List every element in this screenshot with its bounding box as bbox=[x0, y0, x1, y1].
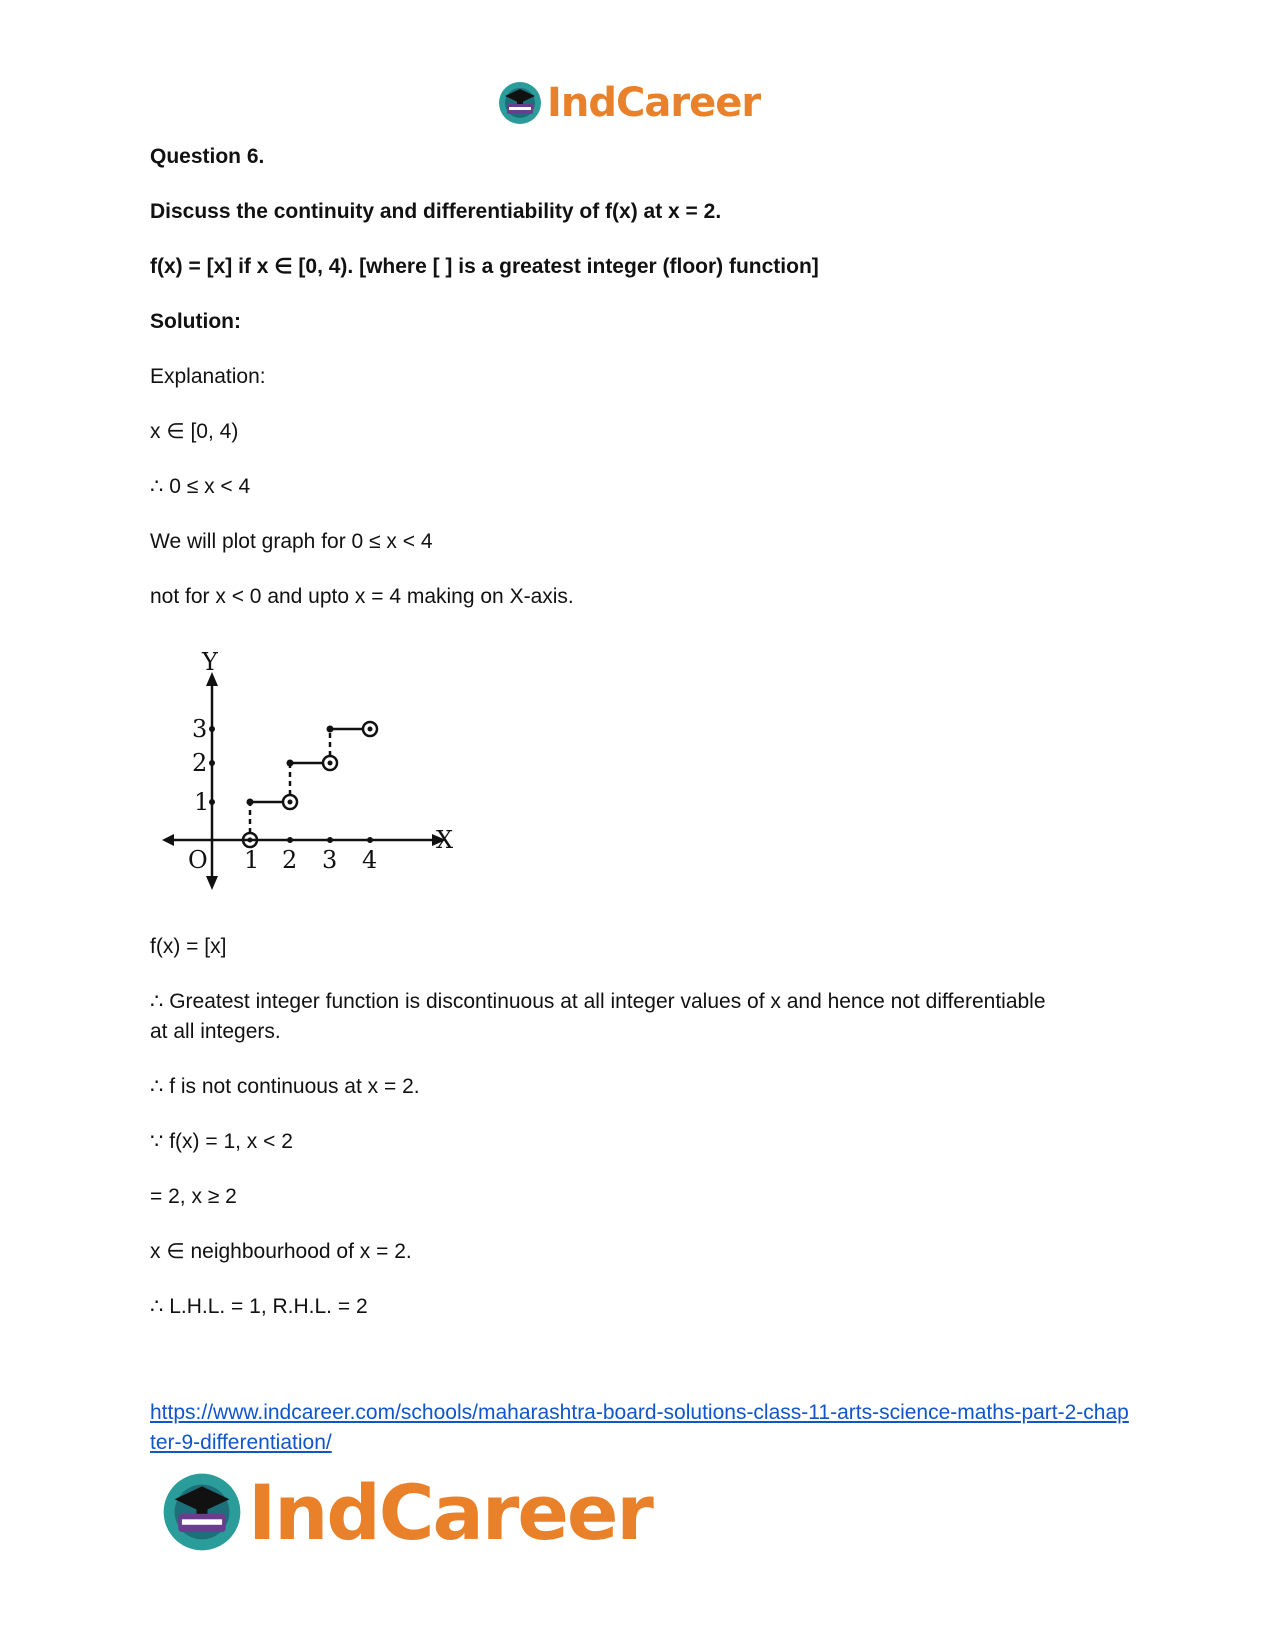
solution-line: ∴ Greatest integer function is discontinuous at all integer values of x and hence not differentiable at all integers. bbox=[150, 990, 1046, 1043]
solution-line: ∵ f(x) = 1, x < 2 bbox=[150, 1130, 293, 1153]
solution-line: Explanation: bbox=[150, 365, 266, 388]
solution-line: We will plot graph for 0 ≤ x < 4 bbox=[150, 530, 433, 553]
step-function-graph bbox=[160, 650, 470, 900]
solution-line: x ∈ [0, 4) bbox=[150, 420, 239, 443]
y-tick-label: 2 bbox=[192, 749, 208, 777]
logo-text: IndCareer bbox=[248, 1467, 652, 1557]
solution-line: ∴ L.H.L. = 1, R.H.L. = 2 bbox=[150, 1295, 368, 1318]
graduation-cap-book-icon bbox=[497, 80, 543, 126]
x-tick-label: 3 bbox=[322, 846, 338, 874]
solution-line: x ∈ neighbourhood of x = 2. bbox=[150, 1240, 412, 1263]
header-logo bbox=[497, 80, 760, 126]
solution-line: ∴ f is not continuous at x = 2. bbox=[150, 1075, 420, 1098]
source-link[interactable]: https://www.indcareer.com/schools/maharashtra-board-solutions-class-11-arts-science-maths-part-2-chapter-9-differentiation/ bbox=[150, 1401, 1129, 1454]
y-tick-label: 1 bbox=[194, 788, 210, 816]
solution-heading: Solution: bbox=[150, 310, 241, 333]
footer-logo bbox=[160, 1467, 652, 1557]
question-title: Question 6. bbox=[150, 145, 265, 168]
solution-line: f(x) = [x] bbox=[150, 935, 227, 958]
solution-line: ∴ 0 ≤ x < 4 bbox=[150, 475, 251, 498]
graduation-cap-book-icon bbox=[160, 1470, 244, 1554]
question-definition: f(x) = [x] if x ∈ [0, 4). [where [ ] is a greatest integer (floor) function] bbox=[150, 255, 819, 278]
x-tick-label: 4 bbox=[362, 846, 378, 874]
solution-line: = 2, x ≥ 2 bbox=[150, 1185, 237, 1208]
logo-text: IndCareer bbox=[547, 80, 761, 126]
y-axis-label: Y bbox=[202, 650, 218, 676]
x-tick-label: 1 bbox=[244, 846, 260, 874]
solution-line: not for x < 0 and upto x = 4 making on X-axis. bbox=[150, 585, 574, 608]
question-prompt: Discuss the continuity and differentiability of f(x) at x = 2. bbox=[150, 200, 722, 223]
y-axis-down-arrow bbox=[206, 876, 218, 890]
x-axis-left-arrow bbox=[162, 834, 174, 846]
x-axis-label: X bbox=[436, 826, 454, 854]
x-tick-label: 2 bbox=[282, 846, 298, 874]
y-tick-label: 3 bbox=[192, 715, 208, 743]
origin-label: O bbox=[188, 846, 208, 874]
